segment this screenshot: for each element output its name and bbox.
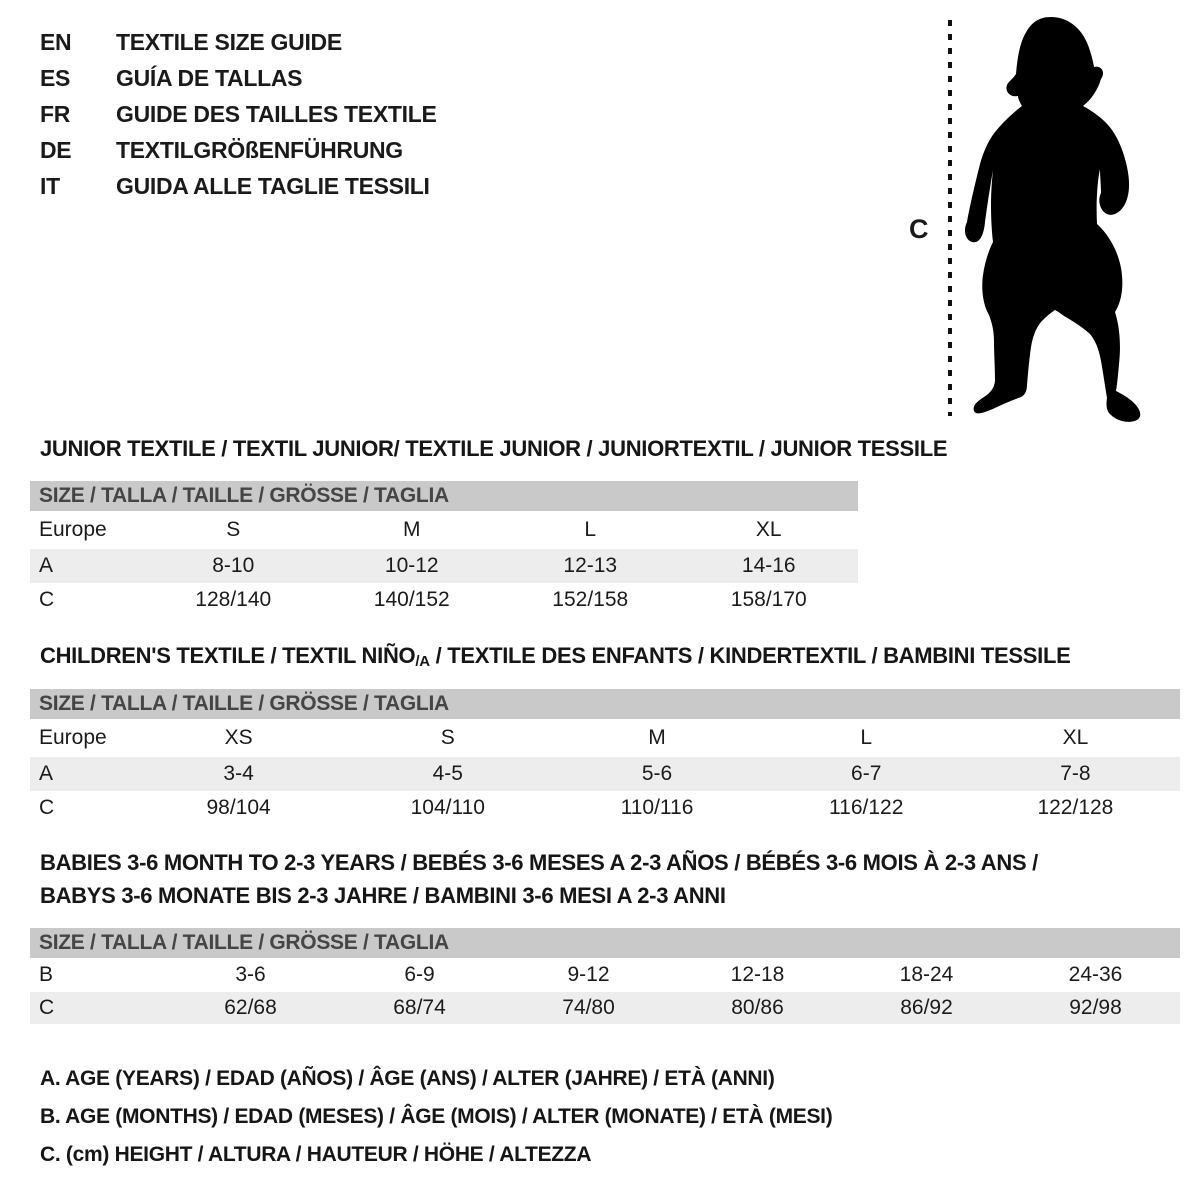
row-label: A: [39, 554, 54, 577]
children-title-post: / TEXTILE DES ENFANTS / KINDERTEXTIL / BAMBINI TESSILE: [429, 643, 1071, 668]
language-code: IT: [40, 173, 60, 199]
cell: 3-4: [223, 762, 254, 785]
cell: 110/116: [620, 796, 694, 819]
cell: 68/74: [393, 996, 446, 1019]
cell: 122/128: [1037, 796, 1114, 819]
cell: 9-12: [567, 963, 610, 986]
cell: 12-18: [730, 963, 785, 986]
language-title: TEXTILE SIZE GUIDE: [116, 29, 342, 55]
table-row: [30, 549, 858, 583]
row-label: C: [39, 588, 55, 611]
legend-line-c: C. (cm) HEIGHT / ALTURA / HAUTEUR / HÖHE / ALTEZZA: [40, 1143, 592, 1166]
cell: 5-6: [641, 762, 673, 785]
language-row: [40, 96, 437, 132]
cell: 104/110: [410, 796, 485, 819]
cell: M: [403, 518, 421, 541]
table-row: [30, 791, 1180, 825]
cell: S: [226, 518, 241, 541]
babies-section-title-line1: BABIES 3-6 MONTH TO 2-3 YEARS / BEBÉS 3-6 MESES A 2-3 AÑOS / BÉBÉS 3-6 MOIS À 2-3 ANS /: [40, 850, 1038, 875]
cell: 24-36: [1068, 963, 1123, 986]
toddler-silhouette-icon: [963, 14, 1143, 424]
children-size-table: [30, 689, 1180, 825]
cell: 86/92: [900, 996, 953, 1019]
children-section-title: [40, 643, 1070, 669]
size-header-band: SIZE / TALLA / TAILLE / GRÖSSE / TAGLIA: [30, 928, 1180, 958]
height-dashed-line-icon: [945, 16, 955, 418]
row-label: C: [39, 996, 55, 1019]
cell: 140/152: [373, 588, 450, 611]
cell: 6-7: [851, 762, 882, 785]
cell: 12-13: [563, 554, 618, 577]
height-measure-figure: [905, 10, 1200, 425]
language-code: DE: [40, 137, 72, 163]
size-header-band: SIZE / TALLA / TAILLE / GRÖSSE / TAGLIA: [30, 689, 1180, 719]
cell: 7-8: [1060, 762, 1091, 785]
language-row: [40, 132, 437, 168]
cell: 8-10: [212, 554, 255, 577]
cell: 152/158: [552, 588, 629, 611]
language-code: FR: [40, 101, 71, 127]
cell: 74/80: [562, 996, 615, 1019]
cell: 18-24: [899, 963, 954, 986]
row-label: Europe: [39, 726, 107, 749]
cell: M: [648, 726, 666, 749]
table-row: [30, 757, 1180, 791]
cell: 92/98: [1069, 996, 1122, 1019]
cell: XS: [224, 726, 253, 749]
language-title: GUIDE DES TAILLES TEXTILE: [116, 101, 437, 127]
cell: L: [860, 726, 873, 749]
size-header-band: SIZE / TALLA / TAILLE / GRÖSSE / TAGLIA: [30, 481, 858, 511]
table-row: [30, 992, 1180, 1024]
legend-line-b: B. AGE (MONTHS) / EDAD (MESES) / ÂGE (MOIS) / ALTER (MONATE) / ETÀ (MESI): [40, 1105, 833, 1128]
row-label: A: [39, 762, 54, 785]
language-row: [40, 24, 437, 60]
cell: 62/68: [224, 996, 277, 1019]
language-code: ES: [40, 65, 71, 91]
language-title: GUIDA ALLE TAGLIE TESSILI: [116, 173, 430, 199]
cell: S: [440, 726, 455, 749]
cell: L: [584, 518, 597, 541]
cell: XL: [755, 518, 782, 541]
table-row: [30, 958, 1180, 992]
language-title-list: [40, 24, 437, 204]
cell: 158/170: [730, 588, 807, 611]
junior-size-table: [30, 481, 858, 617]
cell: 116/122: [829, 796, 904, 819]
table-row: [30, 583, 858, 617]
babies-size-table: [30, 928, 1180, 1024]
language-code: EN: [40, 29, 72, 55]
children-title-sub: /A: [415, 653, 430, 670]
cell: 14-16: [741, 554, 796, 577]
cell: 6-9: [404, 963, 435, 986]
children-title-pre: CHILDREN'S TEXTILE / TEXTIL NIÑO: [40, 643, 416, 668]
cell: 10-12: [384, 554, 439, 577]
language-title: GUÍA DE TALLAS: [116, 65, 303, 91]
table-row: [30, 719, 1180, 757]
height-measure-label: C: [909, 214, 929, 244]
legend-line-a: A. AGE (YEARS) / EDAD (AÑOS) / ÂGE (ANS) / ALTER (JAHRE) / ETÀ (ANNI): [40, 1067, 775, 1090]
row-label: C: [39, 796, 55, 819]
cell: 128/140: [195, 588, 272, 611]
language-title: TEXTILGRÖßENFÜHRUNG: [116, 137, 403, 163]
language-row: [40, 60, 437, 96]
table-row: [30, 511, 858, 549]
cell: 80/86: [731, 996, 784, 1019]
cell: 4-5: [432, 762, 463, 785]
cell: 3-6: [235, 963, 266, 986]
measure-legend: [40, 1060, 832, 1174]
row-label: Europe: [39, 518, 107, 541]
cell: 98/104: [206, 796, 271, 819]
cell: XL: [1062, 726, 1089, 749]
row-label: B: [39, 963, 54, 986]
babies-section-title-line2: BABYS 3-6 MONATE BIS 2-3 JAHRE / BAMBINI 3-6 MESI A 2-3 ANNI: [40, 883, 726, 908]
junior-section-title: JUNIOR TEXTILE / TEXTIL JUNIOR/ TEXTILE JUNIOR / JUNIORTEXTIL / JUNIOR TESSILE: [40, 436, 948, 461]
language-row: [40, 168, 437, 204]
